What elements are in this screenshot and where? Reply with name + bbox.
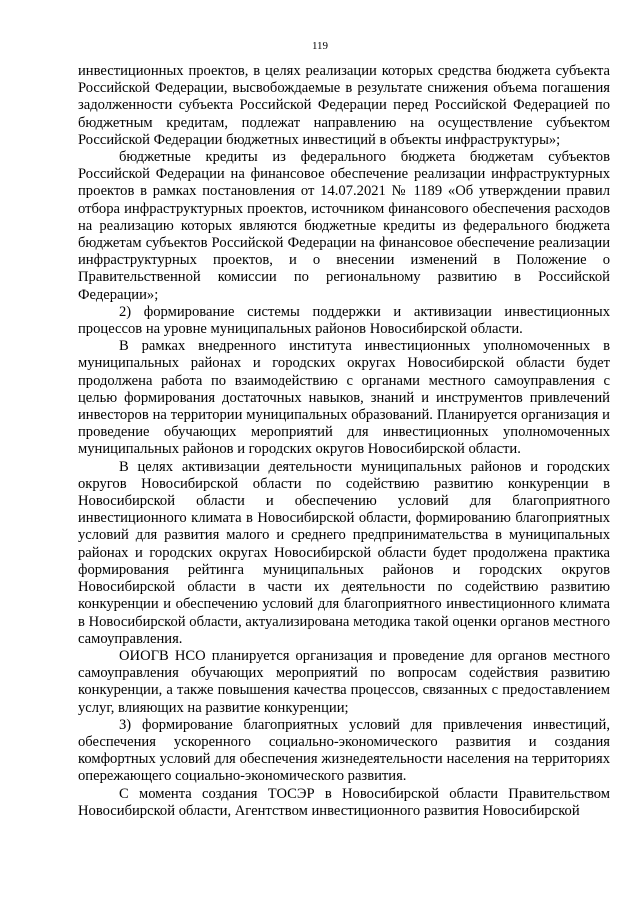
paragraph-budget-credits: бюджетные кредиты из федерального бюджета бюджетам субъектов Российской Федерации на финансовое обеспечение реализации инфраструктурных проектов в рамках постановления от 14.07.2021 № 1189 «Об утверждении правил отбора инфраструктурных проектов, источником финансового обеспечения расходов на реализацию которых являются бюджетные кредиты из федерального бюджета бюджетам субъектов Российской Федерации на финансовое обеспечение реализации инфраструктурных проектов, и о внесении изменений в Положение о Правительственной комиссии по региональному развитию в Российской Федерации»; bbox=[78, 149, 610, 303]
page-number: 119 bbox=[311, 40, 329, 52]
paragraph-training-events: ОИОГВ НСО планируется организация и проведение для органов местного самоуправления обучающих мероприятий по вопросам содействия развитию конкуренции, а также повышения качества процессов, связанных с предоставлением услуг, влияющих на развитие конкуренции; bbox=[78, 647, 610, 716]
paragraph-investment-projects-continuation: инвестиционных проектов, в целях реализации которых средства бюджета субъекта Российской Федерации, высвобождаемые в результате снижения объема погашения задолженности субъекта Российской Федерации перед Российской Федерацией по бюджетным кредитам, подлежат направлению на осуществление субъектом Российской Федерации бюджетных инвестиций в объекты инфраструктуры»; bbox=[78, 63, 610, 148]
paragraph-tosar-creation: С момента создания ТОСЭР в Новосибирской области Правительством Новосибирской области, Агентством инвестиционного развития Новосибирской bbox=[78, 785, 610, 819]
paragraph-investment-representatives: В рамках внедренного института инвестиционных уполномоченных в муниципальных районах и городских округах Новосибирской области будет продолжена работа по взаимодействию с органами местного самоуправления с целью формирования достаточных навыков, знаний и инструментов привлечений инвесторов на территории муниципальных образований. Планируется организация и проведение обучающих мероприятий для инвестиционных уполномоченных муниципальных районов и городских округов Новосибирской области. bbox=[78, 338, 610, 458]
document-body bbox=[78, 63, 610, 820]
paragraph-item-2-support-system: 2) формирование системы поддержки и активизации инвестиционных процессов на уровне муниципальных районов Новосибирской области. bbox=[78, 303, 610, 338]
paragraph-municipal-rating: В целях активизации деятельности муниципальных районов и городских округов Новосибирской области по содействию развитию конкуренции в Новосибирской области и обеспечению условий для благоприятного инвестиционного климата в Новосибирской области, формированию благоприятных условий для развития малого и среднего предпринимательства в муниципальных районах и городских округах Новосибирской области будет продолжена практика формирования рейтинга муниципальных районов и городских округов Новосибирской области в части их деятельности по содействию развитию конкуренции и обеспечению условий для благоприятного инвестиционного климата в Новосибирской области, актуализирована методика такой оценки органов местного самоуправления. bbox=[78, 458, 610, 647]
paragraph-item-3-favorable-conditions: 3) формирование благоприятных условий для привлечения инвестиций, обеспечения ускоренного социально-экономического развития и создания комфортных условий для обеспечения жизнедеятельности населения на территориях опережающего социально-экономического развития. bbox=[78, 716, 610, 785]
